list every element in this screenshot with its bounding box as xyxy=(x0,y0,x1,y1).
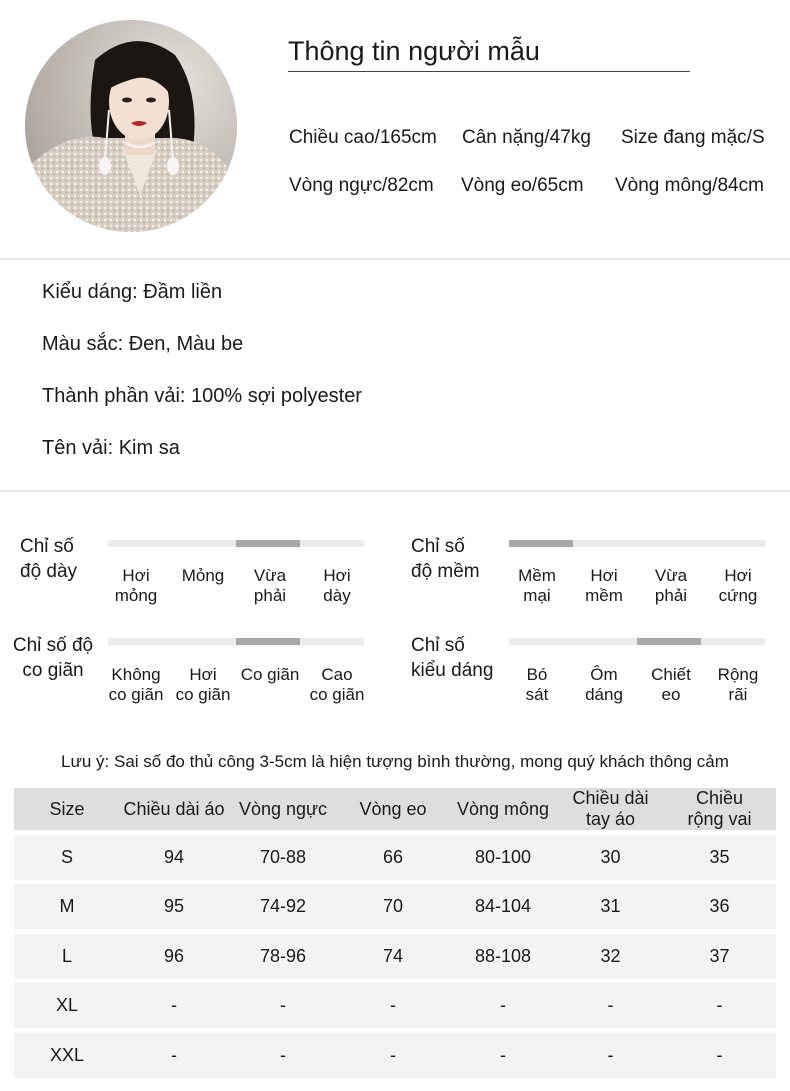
table-cell: - xyxy=(500,1044,506,1065)
indicator-title xyxy=(411,633,493,683)
table-cell: 70 xyxy=(382,896,404,916)
table-cell: 31 xyxy=(600,896,621,916)
table-row xyxy=(14,884,776,929)
table-header-text: Chiều dài xyxy=(572,788,649,808)
table-cell: 32 xyxy=(600,945,621,966)
indicator-title-line2: độ mềm xyxy=(411,561,480,582)
product-color: Màu sắc: Đen, Màu be xyxy=(42,333,244,355)
table-header-row xyxy=(14,788,776,830)
indicator-option-text: Mềm xyxy=(518,566,556,585)
indicator-title xyxy=(411,534,480,584)
indicator-option xyxy=(235,665,305,685)
table-cell: - xyxy=(390,1044,396,1065)
indicator-option xyxy=(235,566,305,606)
indicator-title xyxy=(20,534,77,584)
indicator-option-text: Bó xyxy=(526,665,548,684)
indicator-option-text: Hơi xyxy=(189,665,217,684)
model-weight: Cân nặng/47kg xyxy=(462,127,591,148)
table-cell: S xyxy=(60,846,73,867)
model-avatar xyxy=(25,20,237,232)
table-cell: - xyxy=(280,1044,286,1065)
table-cell: - xyxy=(607,995,614,1015)
table-cell: M xyxy=(59,896,75,916)
indicator-option-text: Hơi xyxy=(590,566,618,585)
indicator-title xyxy=(10,633,96,683)
indicator-option-text: co giãn xyxy=(309,685,365,704)
indicator-option xyxy=(168,566,238,586)
table-header-text: Chiều xyxy=(695,788,743,808)
table-header-text: rộng vai xyxy=(687,809,752,829)
model-size: Size đang mặc/S xyxy=(621,127,765,148)
table-header-cell xyxy=(14,788,120,830)
indicator-option-text: Rộng xyxy=(717,665,759,684)
table-cell: - xyxy=(716,1044,723,1065)
size-table xyxy=(14,788,776,1078)
indicator-scale-track xyxy=(509,540,765,547)
indicator-option-text: sát xyxy=(525,685,549,704)
table-header-text: Chiều dài áo xyxy=(123,798,225,819)
indicator-selected-marker xyxy=(236,540,300,547)
indicator-option xyxy=(569,665,639,705)
indicator-option-text: Hơi xyxy=(323,566,351,585)
table-header-text: tay áo xyxy=(585,809,636,829)
model-info-title: Thông tin người mẫu xyxy=(288,36,540,66)
table-cell: XXL xyxy=(49,1044,85,1065)
indicator-option-text: Chiết xyxy=(651,665,691,684)
indicator-option-text: dày xyxy=(323,586,351,605)
table-header-text: Size xyxy=(49,798,85,819)
indicator-scale-track xyxy=(509,638,765,645)
measurement-note: Lưu ý: Sai số đo thủ công 3-5cm là hiện tượng bình thường, mong quý khách thông cảm xyxy=(61,752,729,771)
table-cell: 70-88 xyxy=(259,846,307,867)
model-waist: Vòng eo/65cm xyxy=(461,175,584,196)
indicator-option xyxy=(101,665,171,705)
indicator-selected-marker xyxy=(509,540,573,547)
indicator-option-text: Ôm xyxy=(590,665,618,684)
indicator-selected-marker xyxy=(637,638,701,645)
indicator-option-text: Không xyxy=(111,665,161,684)
table-cell: - xyxy=(280,995,286,1015)
indicator-title-line2: co giãn xyxy=(22,660,84,681)
table-cell: 95 xyxy=(163,896,185,916)
table-cell: 30 xyxy=(600,846,621,867)
indicator-option-text: eo xyxy=(661,685,681,704)
indicator-option-text: Hơi xyxy=(122,566,150,585)
indicator-title-line1: Chỉ số xyxy=(20,536,74,557)
table-cell: 88-108 xyxy=(474,945,532,966)
table-cell: 78-96 xyxy=(259,945,307,966)
model-hips: Vòng mông/84cm xyxy=(615,175,764,196)
indicator-selected-marker xyxy=(236,638,300,645)
table-row xyxy=(14,1033,776,1078)
section-divider xyxy=(0,490,790,492)
table-header-cell xyxy=(663,788,776,830)
indicator-option xyxy=(302,665,372,705)
table-cell: - xyxy=(607,1044,614,1065)
product-fabric-name: Tên vải: Kim sa xyxy=(42,437,180,459)
indicator-option-text: Co giãn xyxy=(240,665,300,684)
indicator-option xyxy=(502,566,572,606)
indicator-title-line1: Chỉ số xyxy=(411,635,465,656)
table-header-cell xyxy=(558,788,663,830)
table-cell: 80-100 xyxy=(474,846,532,867)
indicator-option-text: Cao xyxy=(321,665,353,684)
table-cell: 84-104 xyxy=(474,896,532,916)
indicator-option-text: Mỏng xyxy=(181,566,225,585)
indicator-option-text: mỏng xyxy=(114,586,158,605)
indicator-option xyxy=(703,665,773,705)
table-cell: - xyxy=(171,1044,177,1065)
indicator-option xyxy=(569,566,639,606)
indicator-option xyxy=(502,665,572,705)
indicator-option-text: Hơi xyxy=(724,566,752,585)
indicator-option-text: phải xyxy=(654,586,688,605)
indicator-option xyxy=(636,566,706,606)
section-divider xyxy=(0,258,790,260)
indicator-option-text: mại xyxy=(523,586,551,605)
product-style: Kiểu dáng: Đầm liền xyxy=(42,281,223,303)
table-cell: 36 xyxy=(709,896,730,916)
table-cell: - xyxy=(171,995,177,1015)
indicator-option-text: mềm xyxy=(585,586,623,605)
table-cell: - xyxy=(500,995,506,1015)
table-cell: XL xyxy=(55,995,79,1015)
table-header-text: Vòng eo xyxy=(359,798,427,819)
table-header-text: Vòng mông xyxy=(456,798,550,819)
model-height: Chiều cao/165cm xyxy=(289,127,437,148)
indicator-option xyxy=(636,665,706,705)
table-header-cell xyxy=(120,788,228,830)
model-photo-illustration xyxy=(25,20,237,232)
table-header-cell xyxy=(228,788,338,830)
table-cell: 35 xyxy=(709,846,730,867)
table-cell: 37 xyxy=(709,945,730,966)
indicator-option-text: Vừa xyxy=(253,566,287,585)
indicator-option xyxy=(302,566,372,606)
indicator-option-text: rãi xyxy=(728,685,748,704)
indicator-option xyxy=(703,566,773,606)
table-cell: L xyxy=(61,945,72,966)
table-cell: 66 xyxy=(382,846,404,867)
table-cell: 74 xyxy=(382,945,404,966)
indicator-option-text: co giãn xyxy=(108,685,164,704)
indicator-option-text: cứng xyxy=(718,586,758,605)
indicator-title-line2: độ dày xyxy=(20,561,78,582)
indicator-option-text: co giãn xyxy=(175,685,231,704)
table-cell: - xyxy=(390,995,396,1015)
table-cell: 94 xyxy=(163,846,185,867)
indicator-option-text: Vừa xyxy=(654,566,688,585)
indicator-title-line2: kiểu dáng xyxy=(411,660,494,681)
indicator-scale-track xyxy=(108,540,364,547)
table-cell: - xyxy=(716,995,723,1015)
table-cell: 96 xyxy=(163,945,185,966)
product-fabric: Thành phần vải: 100% sợi polyester xyxy=(42,385,362,407)
indicator-scale-track xyxy=(108,638,364,645)
indicator-option xyxy=(101,566,171,606)
table-row xyxy=(14,983,776,1028)
indicator-option-text: phải xyxy=(253,586,287,605)
indicator-title-line1: Chỉ số độ xyxy=(12,635,94,656)
table-cell: 74-92 xyxy=(259,896,307,916)
table-header-text: Vòng ngực xyxy=(238,798,328,819)
table-row xyxy=(14,835,776,880)
indicator-option-text: dáng xyxy=(585,685,623,704)
table-row xyxy=(14,934,776,979)
table-header-cell xyxy=(448,788,558,830)
indicator-option xyxy=(168,665,238,705)
model-bust: Vòng ngực/82cm xyxy=(289,175,434,196)
table-header-cell xyxy=(338,788,448,830)
title-underline xyxy=(288,71,690,72)
indicator-title-line1: Chỉ số xyxy=(411,536,465,557)
